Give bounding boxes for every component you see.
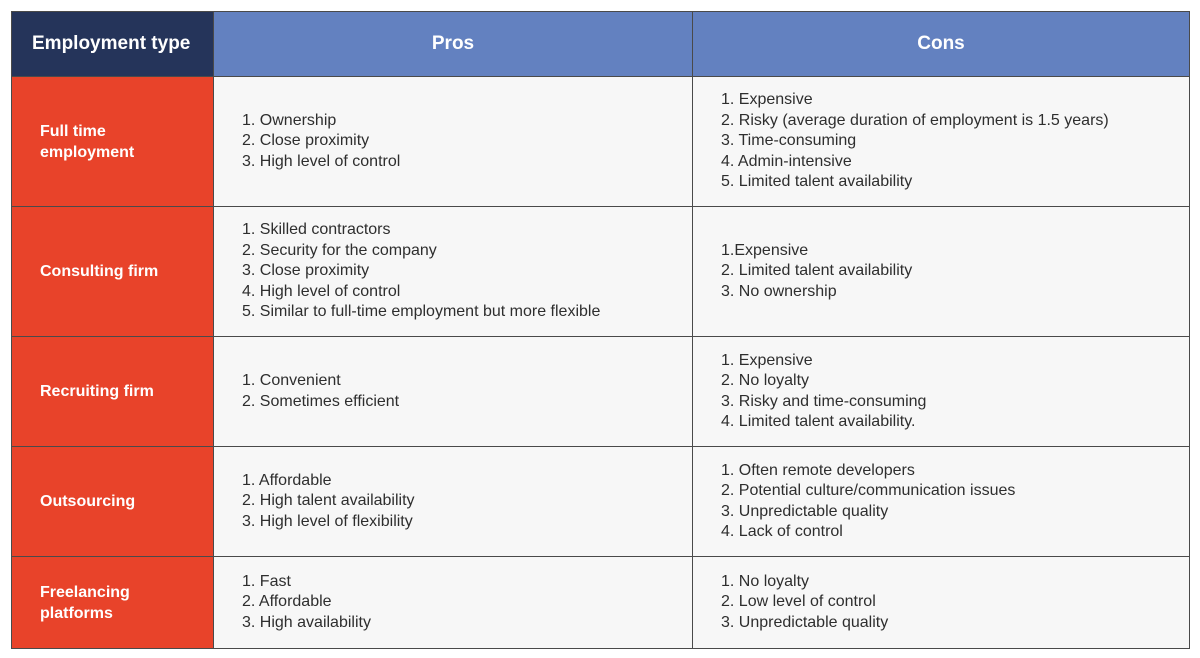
header-pros: Pros: [214, 12, 693, 77]
cons-cell: [693, 557, 1190, 649]
employment-type-cell: Freelancing platforms: [12, 557, 214, 649]
employment-comparison-table: [11, 11, 1190, 649]
employment-type-cell: Outsourcing: [12, 447, 214, 557]
list-item: 1. Expensive: [721, 351, 813, 369]
list-item: 3. Unpredictable quality: [721, 613, 889, 631]
pros-list: [242, 371, 692, 412]
list-item: 3. Time-consuming: [721, 132, 857, 150]
table-row: [12, 77, 1190, 207]
list-item: 2. High talent availability: [242, 492, 415, 510]
list-item: 2. Close proximity: [242, 132, 370, 150]
cons-list: [721, 90, 1189, 193]
table-row: [12, 337, 1190, 447]
pros-cell: [214, 77, 693, 207]
cons-cell: [693, 207, 1190, 337]
list-item: 1. Expensive: [721, 91, 813, 109]
list-item: 2. Affordable: [242, 593, 332, 611]
pros-list: [242, 111, 692, 173]
cons-list: [721, 572, 1189, 634]
pros-cell: [214, 447, 693, 557]
cons-list: [721, 351, 1189, 433]
header-cons: Cons: [693, 12, 1190, 77]
pros-cell: [214, 207, 693, 337]
list-item: 1. Skilled contractors: [242, 221, 391, 239]
table-row: [12, 207, 1190, 337]
list-item: 5. Similar to full-time employment but more flexible: [242, 303, 601, 321]
pros-list: [242, 471, 692, 533]
list-item: 2. Sometimes efficient: [242, 392, 400, 410]
cons-list: [721, 241, 1189, 303]
list-item: 1. Ownership: [242, 111, 337, 129]
list-item: 2. Risky (average duration of employment is 1.5 years): [721, 111, 1109, 129]
employment-type-cell: Recruiting firm: [12, 337, 214, 447]
list-item: 4. Admin-intensive: [721, 152, 852, 170]
employment-type-cell: Consulting firm: [12, 207, 214, 337]
table-row: [12, 557, 1190, 649]
list-item: 3. High level of flexibility: [242, 512, 413, 530]
pros-list: [242, 572, 692, 634]
list-item: 3. No ownership: [721, 282, 837, 300]
list-item: 3. High level of control: [242, 152, 401, 170]
pros-list: [242, 220, 692, 323]
list-item: 2. Security for the company: [242, 241, 437, 259]
pros-cell: [214, 337, 693, 447]
list-item: 1. Fast: [242, 572, 291, 590]
list-item: 1. Convenient: [242, 372, 341, 389]
list-item: 2. Low level of control: [721, 593, 876, 611]
employment-type-cell: Full time employment: [12, 77, 214, 207]
list-item: 3. High availability: [242, 613, 371, 631]
list-item: 4. Limited talent availability.: [721, 413, 916, 430]
list-item: 4. Lack of control: [721, 523, 843, 540]
cons-list: [721, 461, 1189, 543]
list-item: 5. Limited talent availability: [721, 173, 913, 191]
list-item: 1. No loyalty: [721, 572, 810, 590]
list-item: 1.Expensive: [721, 241, 809, 259]
cons-cell: [693, 77, 1190, 207]
list-item: 2. Potential culture/communication issues: [721, 482, 1016, 499]
list-item: 4. High level of control: [242, 282, 401, 300]
header-employment-type: Employment type: [12, 12, 214, 77]
header-row: [12, 12, 1190, 77]
cons-cell: [693, 447, 1190, 557]
cons-cell: [693, 337, 1190, 447]
list-item: 3. Unpredictable quality: [721, 502, 889, 520]
table-row: [12, 447, 1190, 557]
list-item: 1. Often remote developers: [721, 461, 915, 479]
list-item: 3. Risky and time-consuming: [721, 392, 927, 410]
list-item: 2. No loyalty: [721, 372, 810, 389]
list-item: 2. Limited talent availability: [721, 262, 913, 280]
pros-cell: [214, 557, 693, 649]
list-item: 3. Close proximity: [242, 262, 370, 280]
list-item: 1. Affordable: [242, 471, 332, 489]
